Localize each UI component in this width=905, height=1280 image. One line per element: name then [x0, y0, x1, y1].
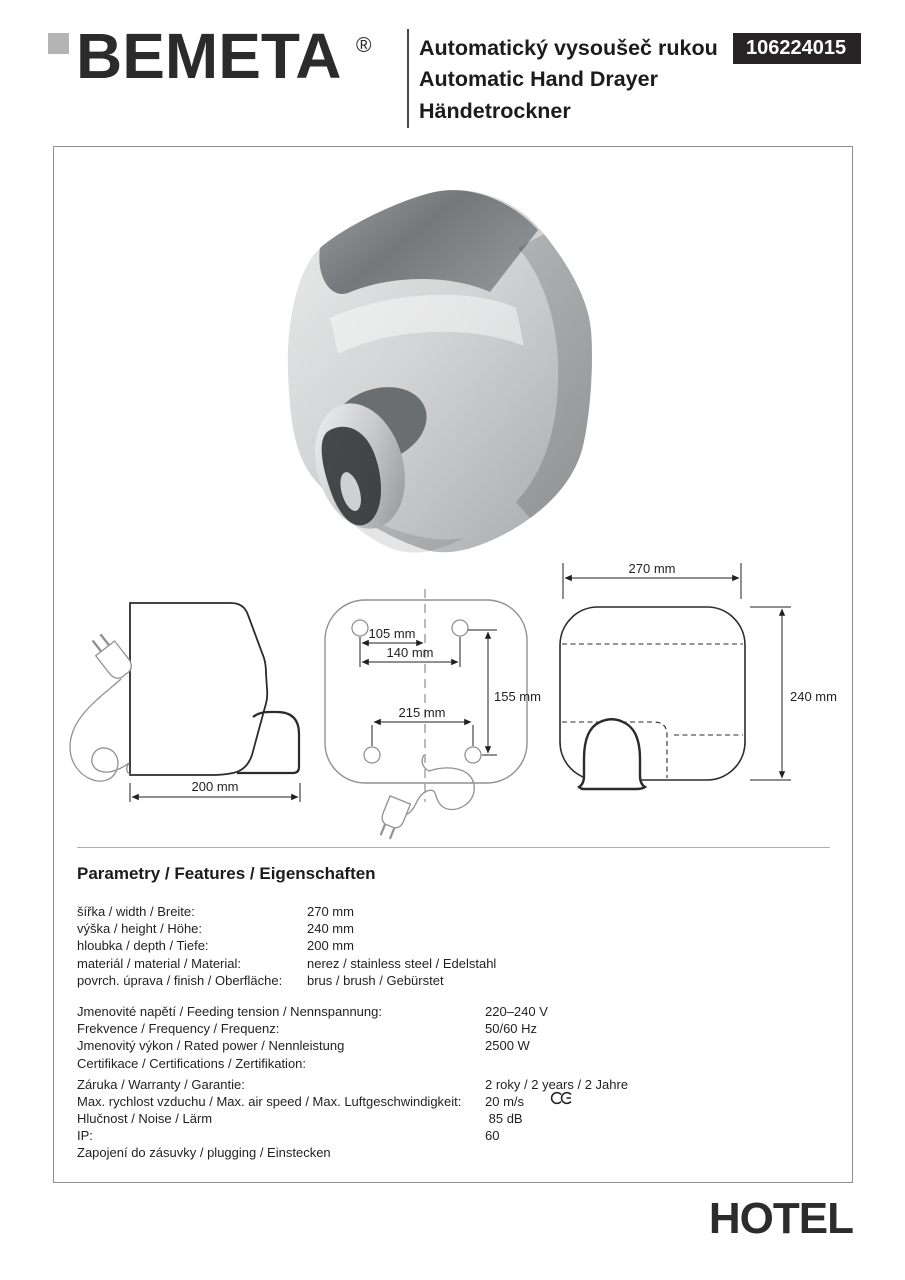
spec-label: povrch. úprava / finish / Oberfläche:	[77, 972, 283, 988]
product-title-cs: Automatický vysoušeč rukou	[419, 36, 718, 60]
section-divider	[77, 847, 830, 848]
spec-value: 240 mm	[307, 921, 354, 937]
front-height-label: 240 mm	[790, 689, 837, 704]
parameters-heading: Parametry / Features / Eigenschaften	[77, 864, 376, 883]
spec-row	[77, 920, 777, 937]
spec-value: 85 dB	[485, 1110, 523, 1126]
header-divider	[407, 29, 409, 128]
spec-row	[77, 955, 777, 972]
spec-value: 50/60 Hz	[485, 1021, 538, 1037]
spec-row	[77, 1110, 817, 1127]
spec-value: 2500 W	[485, 1038, 530, 1054]
registered-trademark-icon: ®	[356, 34, 372, 57]
spec-value: 220–240 V	[485, 1004, 548, 1019]
spec-label: hloubka / depth / Tiefe:	[77, 938, 209, 954]
spec-row	[77, 1037, 817, 1054]
collection-name: HOTEL	[708, 1194, 853, 1243]
front-width-label: 270 mm	[628, 561, 676, 576]
back-dim-155-label: 155 mm	[494, 689, 541, 704]
spec-row	[77, 1076, 817, 1093]
spec-value: 2 roky / 2 years / 2 Jahre	[485, 1076, 629, 1092]
spec-value: 270 mm	[307, 904, 354, 919]
spec-row	[77, 937, 777, 954]
product-code-badge: 106224015	[733, 33, 861, 64]
spec-value	[485, 1055, 573, 1076]
technical-drawings	[53, 555, 853, 845]
product-title-de: Händetrockner	[419, 98, 571, 123]
side-view-plug-cord	[70, 630, 135, 781]
spec-label: výška / height / Höhe:	[77, 921, 203, 937]
back-dim-105-label: 105 mm	[368, 626, 416, 641]
spec-row	[77, 1055, 817, 1076]
spec-label: Zapojení do zásuvky / plugging / Einstecken	[77, 1145, 331, 1161]
spec-label: Frekvence / Frequency / Frequenz:	[77, 1021, 280, 1037]
spec-table-electrical	[77, 1003, 817, 1162]
brand-logo: BEMETA	[76, 20, 342, 92]
spec-row	[77, 1003, 817, 1020]
product-title-en: Automatic Hand Drayer	[419, 67, 658, 92]
spec-value: brus / brush / Gebürstet	[307, 972, 444, 988]
back-dim-215-label: 215 mm	[398, 705, 446, 720]
spec-row	[77, 972, 777, 989]
spec-label: Max. rychlost vzduchu / Max. air speed / Max. Luftgeschwindigkeit:	[77, 1093, 462, 1109]
spec-row	[77, 1144, 817, 1161]
spec-row	[77, 1127, 817, 1144]
spec-label: Hlučnost / Noise / Lärm	[77, 1110, 213, 1126]
back-view-plug-cord	[375, 755, 474, 841]
spec-label: Jmenovité napětí / Feeding tension / Nennspannung:	[77, 1004, 382, 1019]
spec-label: šířka / width / Breite:	[77, 904, 195, 919]
spec-row	[77, 903, 777, 920]
spec-value: nerez / stainless steel / Edelstahl	[307, 955, 497, 971]
product-titles	[419, 33, 718, 127]
spec-row	[77, 1093, 817, 1110]
product-photo	[258, 178, 653, 573]
side-width-label: 200 mm	[191, 779, 239, 794]
spec-label: materiál / material / Material:	[77, 955, 241, 971]
back-dim-140-label: 140 mm	[386, 645, 434, 660]
spec-row	[77, 1020, 817, 1037]
spec-label: IP:	[77, 1128, 93, 1144]
logo-square-mark	[48, 33, 69, 54]
spec-value: 200 mm	[307, 938, 354, 954]
drawing-front-view	[560, 607, 745, 789]
spec-table-basic	[77, 903, 777, 989]
drawing-side-view	[130, 603, 299, 775]
spec-label: Záruka / Warranty / Garantie:	[77, 1076, 245, 1092]
hand-dryer-render	[288, 190, 592, 553]
spec-label: Jmenovitý výkon / Rated power / Nennleistung	[77, 1038, 345, 1054]
spec-value: 20 m/s	[485, 1093, 525, 1109]
spec-value: 60	[485, 1128, 500, 1144]
spec-label: Certifikace / Certifications / Zertifikation:	[77, 1055, 307, 1071]
